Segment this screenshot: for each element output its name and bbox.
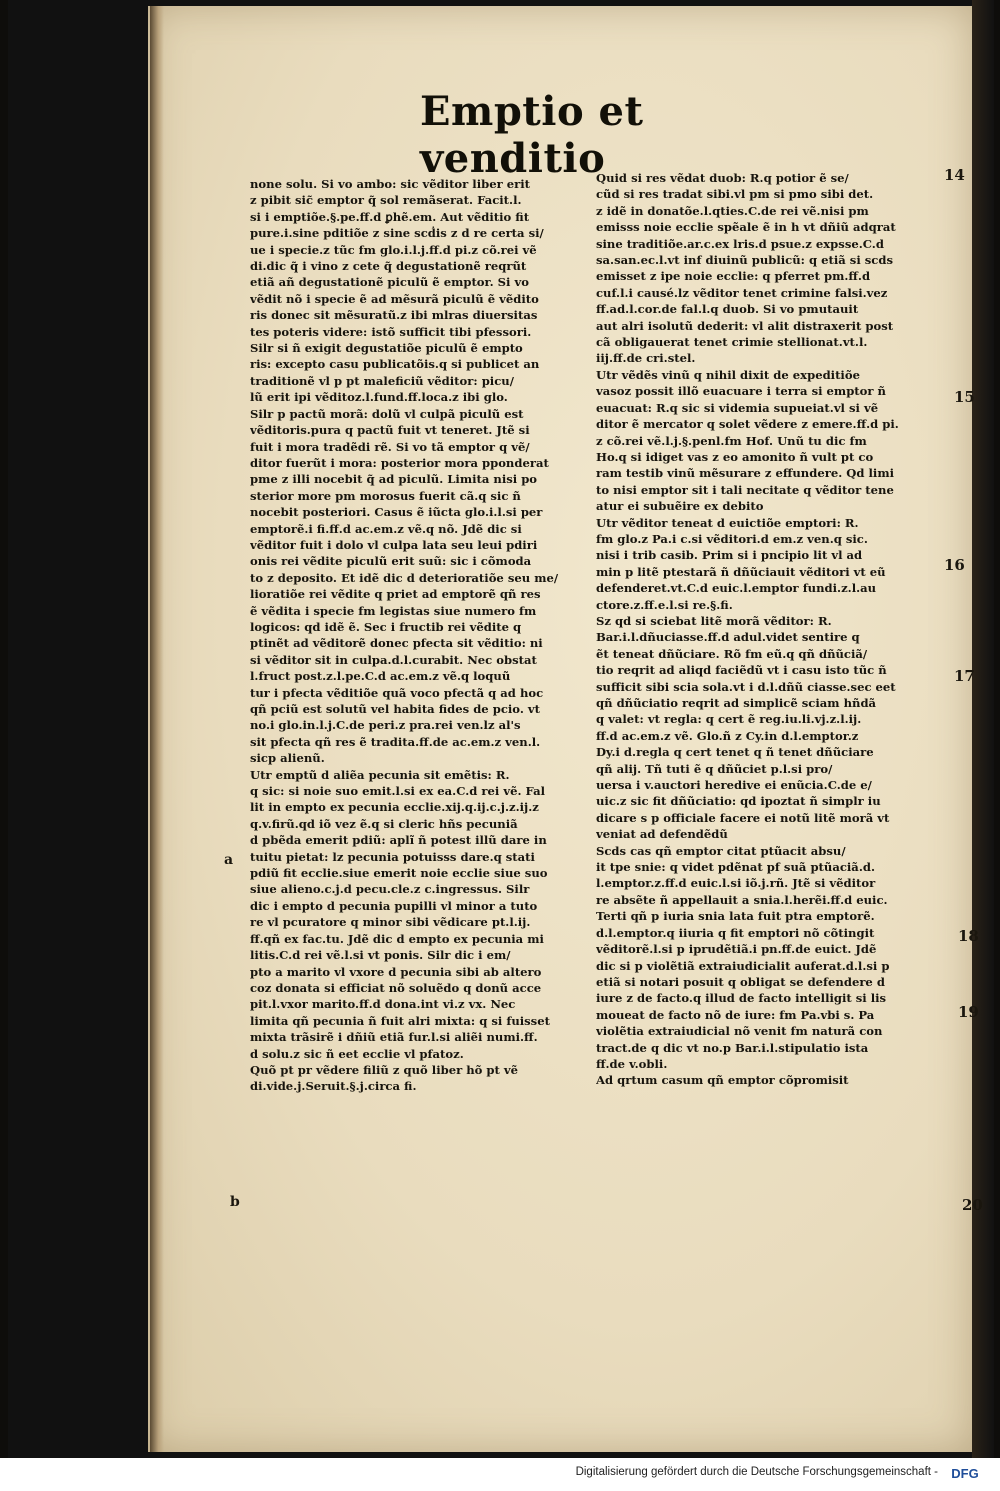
text-line: vẽdit nõ i specie ẽ ad mẽsurã piculũ ẽ vẽdito: [250, 291, 539, 306]
text-line: pme z illi nocebit q̃ ad piculũ. Limita nisi po: [250, 472, 538, 487]
text-line: dic si p violẽtiã extraiudicialit auferat.d.l.si p: [596, 958, 890, 973]
text-line: sine traditiõe.ar.c.ex lris.d psue.z expsse.C.d: [596, 236, 884, 251]
margin-number-17: 17: [954, 667, 975, 685]
text-line: di.dic q̃ i vino z cete q̃ degustationẽ reqrũt: [250, 259, 527, 274]
text-line: lit in empto ex pecunia ecclie.xij.q.ij.c.j.z.ij.z: [250, 800, 539, 815]
text-line: sufficit sibi scia sola.vt i d.l.dñũ ciasse.sec eet: [596, 679, 896, 694]
text-line: cã obligauerat tenet crimie stellionat.vt.l.: [596, 335, 868, 350]
text-line: ditor ẽ mercator q solet vẽdere z emere.ff.d pi.: [596, 417, 899, 432]
text-line: Bar.i.l.dñuciasse.ff.d adul.videt sentire q: [596, 630, 860, 645]
text-line: ris: excepto casu publicatõis.q si publicet an: [250, 357, 540, 372]
text-line: Ad qrtum casum qñ emptor cõpromisit: [596, 1073, 849, 1088]
text-line: tur i pfecta vẽditiõe quã voco pfectã q ad hoc: [250, 685, 544, 700]
text-line: ff.de v.obli.: [596, 1056, 668, 1071]
text-line: Terti qñ p iuria snia lata fuit ptra emptorẽ.: [596, 909, 875, 924]
text-line: onis rei vẽdite piculũ erit suũ: sic i cõmoda: [250, 554, 532, 569]
text-line: ptinẽt ad vẽditorẽ donec pfecta sit vẽditio: ni: [250, 636, 543, 651]
text-line: coz donata si efficiat nõ soluẽdo q donũ acce: [250, 980, 542, 995]
text-line: litis.C.d rei vẽ.l.si vt ponis. Silr dic i em/: [250, 948, 511, 963]
text-line: lũ erit ipi vẽditoz.l.fund.ff.loca.z ibi glo.: [250, 390, 508, 405]
right-column-text: [596, 170, 938, 1220]
text-line: vẽditor fuit i dolo vl culpa lata seu leui pdiri: [250, 537, 538, 552]
text-line: atur ei subuẽire ex debito: [596, 499, 764, 514]
text-line: tio reqrit ad aliqd faciẽdũ vt i casu isto tũc ñ: [596, 663, 887, 678]
running-title: Emptio et venditio: [420, 88, 644, 182]
text-line: sterior more pm morosus fuerit cã.q sic ñ: [250, 488, 521, 503]
text-line: none solu. Si vo ambo: sic vẽditor liber erit: [250, 177, 530, 191]
text-line: Utr vẽditor teneat d euictiõe emptori: R.: [596, 515, 859, 530]
text-line: iure z de facto.q illud de facto intelligit si lis: [596, 991, 887, 1006]
left-column-text: [250, 176, 580, 1216]
text-line: ditor fuerũt i mora: posterior mora pponderat: [250, 455, 549, 470]
text-line: z pibit sic̃ emptor q̃ sol remãserat. Facit.l.: [250, 193, 522, 208]
text-line: to nisi emptor sit i tali necitate q vẽditor tene: [596, 482, 894, 497]
text-line: Silr si ñ exigit degustatiõe piculũ ẽ empto: [250, 341, 523, 356]
text-line: Utr vẽdẽs vinũ q nihil dixit de expeditiõe: [596, 367, 860, 382]
text-line: emptorẽ.i fi.ff.d ac.em.z vẽ.q nõ. Jdẽ dic si: [250, 521, 522, 536]
text-line: uic.z sic fit dñũciatio: qd ipoztat ñ simplr iu: [596, 794, 881, 809]
margin-number-15: 15: [954, 388, 975, 406]
text-line: l.emptor.z.ff.d euic.l.si iõ.j.rñ. Jtẽ si vẽditor: [596, 876, 876, 891]
margin-mark-b: b: [230, 1194, 240, 1210]
text-line: to z deposito. Et idẽ dic d deterioratiõe seu me/: [250, 570, 559, 585]
text-line: Ho.q si idiget vas z eo amonito ñ vult pt co: [596, 449, 874, 464]
text-line: moueat de facto nõ de iure: fm Pa.vbi s. Pa: [596, 1007, 875, 1022]
text-line: re absẽte ñ appellauit a snia.l.herẽi.ff.d euic.: [596, 892, 888, 907]
text-line: vẽditoris.pura q pactũ fuit vt teneret. Jtẽ si: [250, 423, 530, 438]
text-line: ctore.z.ff.e.l.si re.§.fi.: [596, 597, 733, 612]
text-line: siue alieno.c.j.d pecu.cle.z c.ingressus. Silr: [250, 882, 530, 897]
text-line: ff.ad.l.cor.de fal.l.q duob. Si vo pmutauit: [596, 302, 859, 317]
text-line: tuitu pietat: lz pecunia potuisss dare.q stati: [250, 849, 535, 864]
text-line: it tpe snie: q videt pdẽnat pf suã ptũaciã.d.: [596, 860, 875, 875]
text-line: q sic: si noie suo emit.l.si ex ea.C.d rei vẽ. Fal: [250, 784, 546, 799]
margin-number-14: 14: [944, 166, 965, 184]
text-line: re vl pcuratore q minor sibi vẽdicare pt.l.ij.: [250, 915, 531, 930]
text-line: ff.d ac.em.z vẽ. Glo.ñ z Cy.in d.l.emptor.z: [596, 728, 859, 743]
text-line: vẽditorẽ.l.si p iprudẽtiã.i pn.ff.de euict. Jdẽ: [596, 942, 877, 957]
text-line: etiã añ degustationẽ piculũ ẽ emptor. Si vo: [250, 275, 529, 290]
text-line: emisss noie ecclie spẽale ẽ in h vt dñiũ adqrat: [596, 220, 896, 235]
text-line: z cõ.rei vẽ.l.j.§.penl.fm Hof. Unũ tu dic fm: [596, 433, 867, 448]
margin-number-16: 16: [944, 556, 965, 574]
text-line: qñ dñũciatio reqrit ad simplicẽ sciam hñdã: [596, 696, 877, 710]
text-line: ẽ vẽdita i specie fm legistas siue numero fm: [250, 603, 537, 618]
text-line: si i emptiõe.§.pe.ff.d ꝑhẽ.em. Aut vẽditio fit: [250, 209, 530, 224]
text-line: l.fruct post.z.l.pe.C.d ac.em.z vẽ.q loquũ: [250, 669, 511, 684]
margin-mark-a: a: [224, 852, 234, 868]
text-line: iij.ff.de cri.stel.: [596, 351, 696, 366]
text-line: si vẽditor sit in culpa.d.l.curabit. Nec obstat: [250, 652, 537, 667]
text-line: ris donec sit mẽsuratũ.z ibi mlras diuersitas: [250, 308, 538, 323]
text-line: pto a marito vl vxore d pecunia sibi ab altero: [250, 964, 542, 979]
text-line: Silr p pactũ morã: dolũ vl culpã piculũ est: [250, 406, 524, 421]
text-line: uersa i v.auctori heredive ei enũcia.C.de e/: [596, 778, 872, 793]
text-line: Dy.i d.regla q cert tenet q ñ tenet dñũciare: [596, 745, 874, 760]
text-line: traditionẽ vl p pt maleficiũ vẽditor: picu/: [250, 373, 514, 388]
text-line: fuit i mora tradẽdi rẽ. Si vo tã emptor q vẽ/: [250, 439, 530, 454]
margin-number-20: 20: [962, 1196, 983, 1214]
footer-credit: Digitalisierung gefördert durch die Deutsche Forschungsgemeinschaft -: [575, 1466, 938, 1478]
text-line: di.vide.j.Seruit.§.j.circa fi.: [250, 1079, 417, 1094]
text-line: pdiũ fit ecclie.siue emerit noie ecclie siue suo: [250, 866, 548, 881]
text-line: violẽtia extraiudicial nõ venit fm naturã con: [596, 1024, 883, 1039]
text-line: mixta trãsirẽ i dñiũ etiã fur.l.si aliẽi numi.ff.: [250, 1030, 538, 1045]
text-line: sicp alienũ.: [250, 751, 325, 766]
text-line: Quõ pt pr vẽdere filiũ z quõ liber hõ pt vẽ: [250, 1062, 519, 1077]
dfg-logo-icon: [944, 1464, 986, 1482]
text-line: etiã si notari posuit q obligat se defendere d: [596, 974, 885, 989]
margin-number-19: 19: [958, 1003, 979, 1021]
text-line: Scds cas qñ emptor citat ptũacit absu/: [596, 843, 846, 858]
margin-number-18: 18: [958, 927, 979, 945]
text-line: aut alri isolutũ dederit: vl alit distraxerit post: [596, 318, 894, 333]
text-line: d solu.z sic ñ eet ecclie vl pfatoz.: [250, 1046, 464, 1061]
text-line: euacuat: R.q sic si videmia supueiat.vl si vẽ: [596, 400, 879, 415]
text-line: qñ pciũ est solutũ vel habita fides de pcio. vt: [250, 702, 540, 716]
text-line: pit.l.vxor marito.ff.d dona.int vi.z vx. Nec: [250, 997, 516, 1012]
binding-edge: [972, 0, 994, 1458]
text-line: Utr emptũ d aliẽa pecunia sit emẽtis: R.: [250, 767, 510, 782]
text-line: cuf.l.i causé.lz vẽditor tenet crimine falsi.vez: [596, 285, 888, 300]
text-line: dic i empto d pecunia pupilli vl minor a tuto: [250, 898, 538, 913]
text-line: q valet: vt regla: q cert ẽ reg.iu.li.vj.z.l.ij.: [596, 712, 862, 727]
text-line: lioratiõe rei vẽdite q priet ad emptorẽ qñ res: [250, 587, 541, 602]
text-line: Quid si res vẽdat duob: R.q potior ẽ se/: [596, 171, 849, 185]
text-line: vasoz possit illõ euacuare i terra si emptor ñ: [596, 384, 886, 399]
page-gutter-shadow: [150, 6, 164, 1452]
text-line: sit pfecta qñ res ẽ tradita.ff.de ac.em.z ven.l.: [250, 734, 541, 749]
text-line: veniat ad defendẽdũ: [596, 827, 728, 842]
text-line: logicos: qd idẽ ẽ. Sec i fructib rei vẽdite q: [250, 619, 522, 634]
text-line: dicare s p officiale facere ei notũ litẽ morã vt: [596, 810, 890, 825]
text-line: nocebit posteriori. Casus ẽ iũcta glo.i.l.si per: [250, 505, 543, 520]
text-line: Sz qd si sciebat litẽ morã vẽditor: R.: [596, 613, 832, 628]
text-line: nisi i trib casib. Prim si i pncipio lit vl ad: [596, 548, 863, 563]
text-line: d.l.emptor.q iiuria q fit emptori nõ cõtingit: [596, 925, 875, 940]
text-line: tes poteris videre: istõ sufficit tibi pfessori.: [250, 324, 532, 339]
text-line: defenderet.vt.C.d euic.l.emptor fundi.z.l.au: [596, 581, 877, 596]
text-line: ẽt teneat dñũciare. Rõ fm eũ.q qñ dñũciã/: [596, 646, 868, 661]
text-line: fm glo.z Pa.i c.si vẽditori.d em.z ven.q sic.: [596, 531, 868, 546]
text-line: cũd si res tradat sibi.vl pm si pmo sibi det.: [596, 187, 874, 202]
text-line: tract.de q dic vt no.p Bar.i.l.stipulatio ista: [596, 1040, 869, 1055]
text-line: min p litẽ ptestarã ñ dñũciauit vẽditori vt eũ: [596, 564, 886, 579]
text-line: d pbẽda emerit pdiũ: aplĩ ñ potest illũ dare in: [250, 833, 547, 848]
text-line: ue i specie.z tũc fm glo.i.l.j.ff.d pi.z cõ.rei vẽ: [250, 242, 537, 257]
text-line: q.v.firũ.qd iõ vez ẽ.q si cleric hñs pecuniã: [250, 816, 518, 831]
text-line: ff.qñ ex fac.tu. Jdẽ dic d empto ex pecunia mi: [250, 931, 544, 946]
text-line: limita qñ pecunia ñ fuit alri mixta: q si fuisset: [250, 1013, 550, 1028]
text-line: qñ alij. Tñ tuti ẽ q dñũciet p.l.si pro/: [596, 761, 833, 776]
dfg-logo-text: DFG: [951, 1466, 979, 1481]
text-line: z idẽ in donatõe.l.qties.C.de rei vẽ.nisi pm: [596, 203, 869, 218]
text-line: emisset z ipe noie ecclie: q pferret pm.ff.d: [596, 269, 871, 284]
text-line: sa.san.ec.l.vt inf diuinũ publicũ: q etiã si scds: [596, 253, 893, 268]
text-line: ram testib vinũ mẽsurare z effundere. Qd limi: [596, 466, 894, 481]
text-line: no.i glo.in.l.j.C.de peri.z pra.rei ven.lz al's: [250, 718, 521, 733]
text-line: pure.i.sine pditiõe z sine scḋis z d re certa si/: [250, 226, 544, 241]
